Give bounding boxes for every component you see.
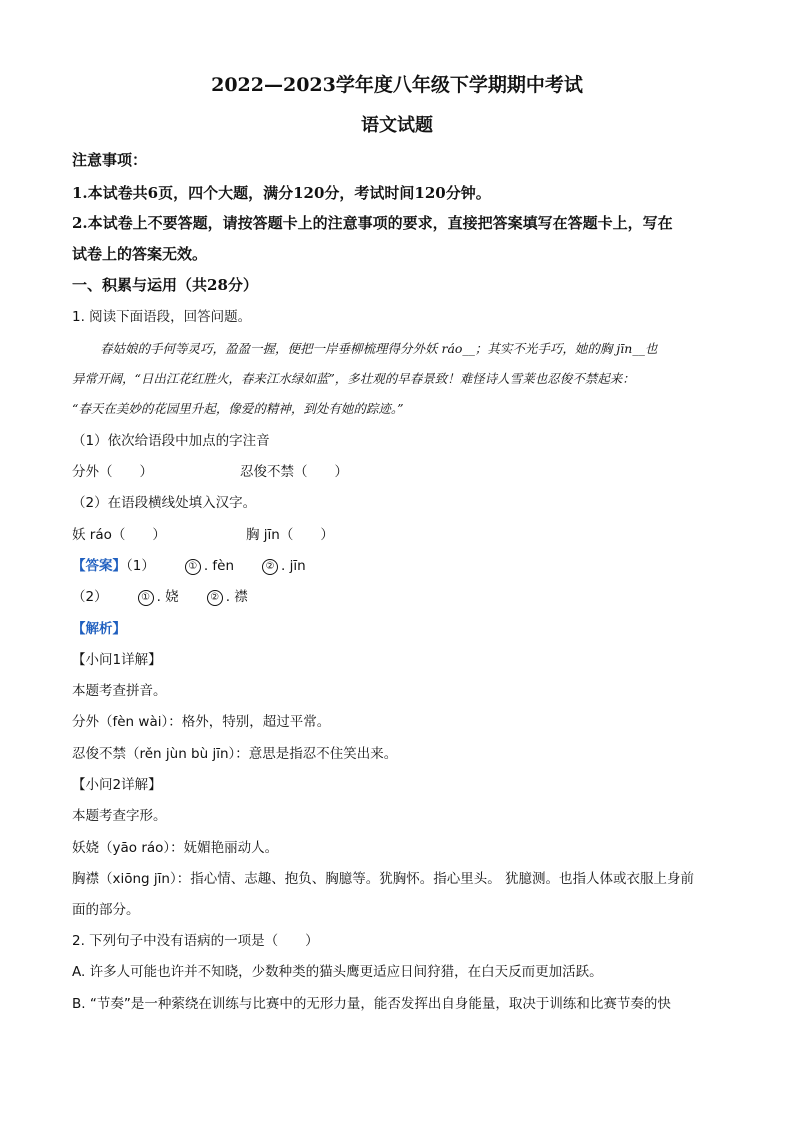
answer-1-prefix: （1）: [126, 558, 155, 574]
notice-item-2a: 2.本试卷上不要答题，请按答题卡上的注意事项的要求，直接把答案填写在答题卡上，写在: [72, 214, 673, 232]
answer-1-value-2: . jīn: [281, 558, 306, 574]
passage-line-1: 春姑娘的手何等灵巧，盈盈一握，便把一岸垂柳梳理得分外妖 ráo__；其实不光手巧，她的胸 jīn__也: [100, 341, 658, 356]
detail-1-line-3: 忍俊不禁（rěn jùn bù jīn）：意思是指忍不住笑出来。: [72, 746, 398, 762]
notice-item-2b: 试卷上的答案无效。: [72, 245, 208, 263]
exam-title: 2022—2023学年度八年级下学期期中考试: [211, 74, 583, 96]
sub-question-1-blank-b: 忍俊不禁（ ）: [240, 464, 348, 480]
passage-line-3: “春天在美妙的花园里升起，像爱的精神，到处有她的踪迹。”: [72, 401, 404, 416]
passage-line-2: 异常开阔，“日出江花红胜火，春来江水绿如蓝”，多壮观的早春景致！难怪诗人雪莱也忍俊不禁起来：: [72, 371, 635, 386]
circled-number-1: ①: [138, 590, 154, 606]
circled-number-2: ②: [262, 559, 278, 575]
question-2-option-b: B. “节奏”是一种萦绕在训练与比赛中的无形力量，能否发挥出自身能量，取决于训练和比赛节奏的快: [72, 996, 671, 1012]
question-2-option-a: A. 许多人可能也许并不知晓，少数种类的猫头鹰更适应日间狩猎，在白天反而更加活跃。: [72, 964, 603, 980]
sub-question-2: （2）在语段横线处填入汉字。: [72, 495, 257, 511]
exam-subtitle: 语文试题: [361, 115, 433, 136]
sub-question-1-blank-a: 分外（ ）: [72, 464, 153, 480]
question-1-stem: 1. 阅读下面语段，回答问题。: [72, 309, 252, 325]
circled-number-1: ①: [185, 559, 201, 575]
answer-label: 【答案】: [72, 558, 126, 574]
circled-number-2: ②: [207, 590, 223, 606]
answer-2-value-2: . 襟: [225, 589, 248, 605]
answer-2-value-1: . 娆: [156, 589, 179, 605]
section-1-heading: 一、积累与运用（共28分）: [72, 276, 258, 294]
sub-question-1: （1）依次给语段中加点的字注音: [72, 433, 270, 449]
analysis-label: 【解析】: [72, 621, 126, 637]
detail-1-line-2: 分外（fèn wài）：格外，特别，超过平常。: [72, 714, 331, 730]
answer-1-value-1: . fèn: [203, 558, 235, 574]
detail-2-label: 【小问2详解】: [72, 777, 162, 793]
sub-question-2-blank-a: 妖 ráo（ ）: [72, 527, 166, 543]
notice-item-1: 1.本试卷共6页，四个大题，满分120分，考试时间120分钟。: [72, 184, 491, 202]
detail-1-label: 【小问1详解】: [72, 652, 162, 668]
answer-2-prefix: （2）: [72, 589, 108, 605]
detail-2-line-4: 面的部分。: [72, 902, 140, 918]
detail-2-line-2: 妖娆（yāo ráo）：妩媚艳丽动人。: [72, 840, 279, 856]
answer-row-2: [72, 588, 248, 606]
notice-heading: 注意事项：: [72, 151, 148, 169]
detail-1-line-1: 本题考查拼音。: [72, 683, 167, 699]
question-2-stem: 2. 下列句子中没有语病的一项是（ ）: [72, 933, 319, 949]
answer-row-1: [72, 557, 306, 575]
detail-2-line-1: 本题考查字形。: [72, 808, 167, 824]
detail-2-line-3: 胸襟（xiōng jīn）：指心情、志趣、抱负、胸臆等。犹胸怀。指心里头。 犹臆测。也指人体或衣服上身前: [72, 871, 695, 887]
sub-question-2-blank-b: 胸 jīn（ ）: [246, 527, 334, 543]
